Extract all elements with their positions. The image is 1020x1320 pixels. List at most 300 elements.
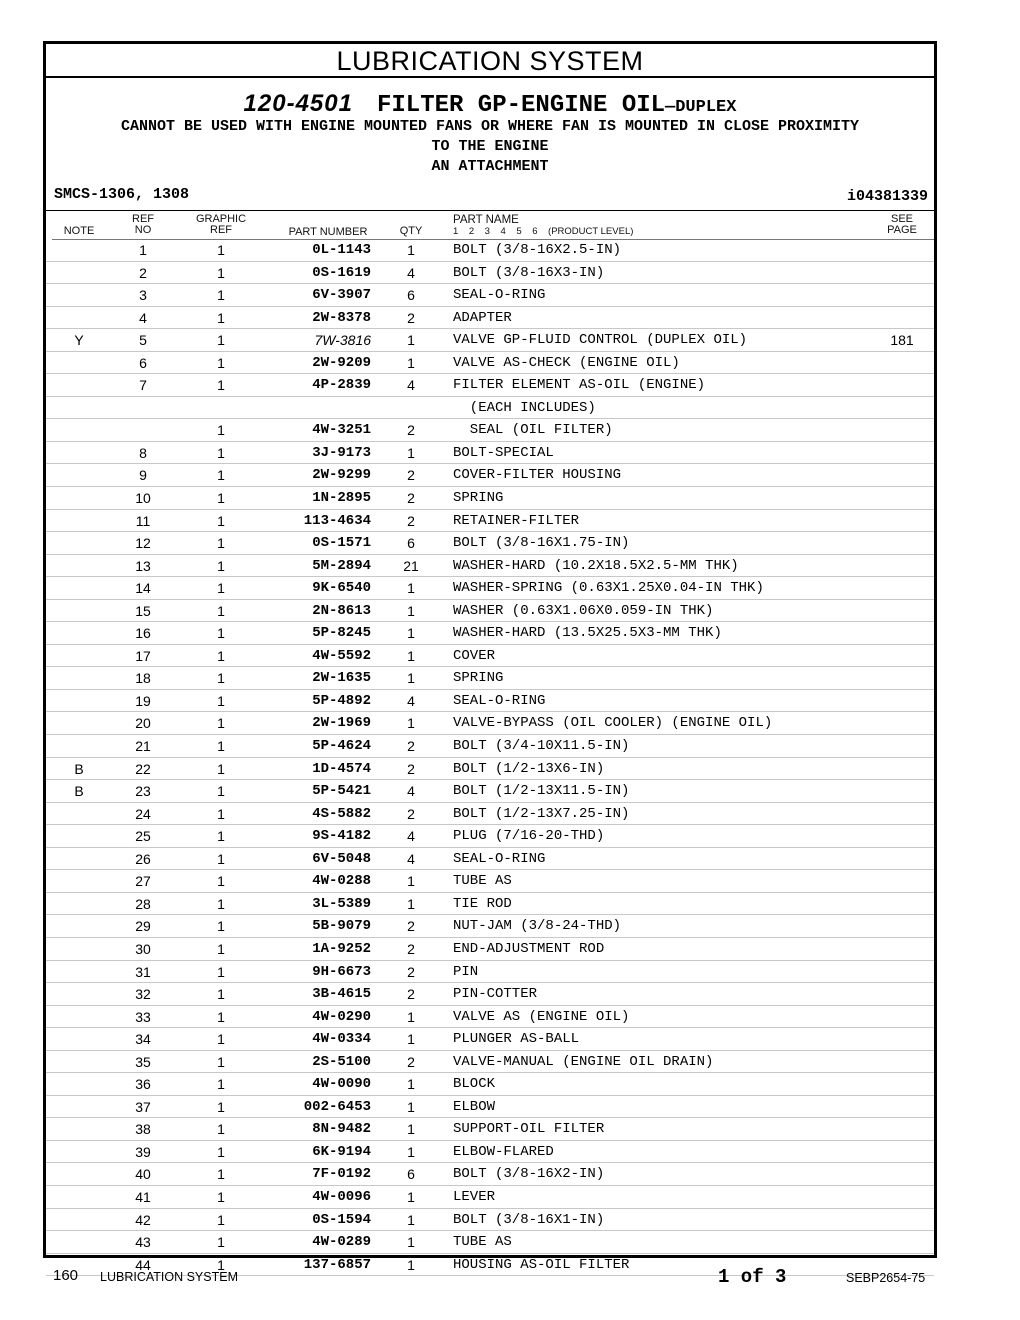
- cell-see-page: 181: [890, 332, 914, 349]
- cell-part-name: WASHER (0.63X1.06X0.059-IN THK): [453, 602, 714, 619]
- cell-part-name: VALVE AS (ENGINE OIL): [453, 1008, 630, 1025]
- cell-part-number: 3B-4615: [312, 986, 371, 1003]
- col-header-ref-no-line2: NO: [134, 224, 152, 236]
- table-row: [46, 870, 934, 893]
- cell-qty: 1: [407, 1211, 415, 1228]
- table-row: [46, 1118, 934, 1141]
- cell-ref-no: 23: [135, 783, 151, 800]
- footer-page-number: 160: [53, 1267, 79, 1284]
- cell-qty: 2: [407, 760, 415, 777]
- cell-part-number: 4W-5592: [312, 647, 371, 664]
- cell-ref-no: 4: [139, 309, 147, 326]
- cell-part-number: 0S-1594: [312, 1211, 371, 1228]
- table-row: [46, 307, 934, 330]
- cell-ref-no: 39: [135, 1143, 151, 1160]
- usage-note-line-1: CANNOT BE USED WITH ENGINE MOUNTED FANS OR WHERE FAN IS MOUNTED IN CLOSE PROXIMITY: [120, 118, 860, 135]
- cell-ref-no: 11: [135, 512, 151, 529]
- group-suffix: —DUPLEX: [665, 98, 737, 117]
- cell-part-number: 4W-0334: [312, 1031, 371, 1048]
- cell-part-number: 4W-0290: [312, 1008, 371, 1025]
- cell-qty: 21: [403, 557, 419, 574]
- cell-graphic-ref: 1: [217, 1008, 225, 1025]
- cell-graphic-ref: 1: [217, 309, 225, 326]
- table-row: [46, 915, 934, 938]
- cell-graphic-ref: 1: [217, 963, 225, 980]
- cell-part-number: 002-6453: [303, 1098, 371, 1115]
- cell-part-number: 7W-3816: [314, 332, 371, 349]
- cell-graphic-ref: 1: [217, 625, 225, 642]
- cell-qty: 2: [407, 963, 415, 980]
- table-row: [46, 645, 934, 668]
- table-row: [46, 712, 934, 735]
- cell-ref-no: 13: [135, 557, 151, 574]
- cell-ref-no: 2: [139, 264, 147, 281]
- cell-part-number: 2S-5100: [312, 1053, 371, 1070]
- cell-ref-no: 1: [139, 242, 147, 258]
- table-row: [46, 239, 934, 262]
- cell-part-number: 4W-0289: [312, 1234, 371, 1251]
- cell-part-number: 5P-5421: [312, 783, 371, 800]
- table-row: [46, 1096, 934, 1119]
- cell-ref-no: 35: [135, 1053, 151, 1070]
- cell-graphic-ref: 1: [217, 647, 225, 664]
- cell-qty: 1: [407, 873, 415, 890]
- cell-ref-no: 42: [135, 1211, 151, 1228]
- cell-part-name: TUBE AS: [453, 873, 512, 890]
- system-title: LUBRICATION SYSTEM: [46, 44, 934, 78]
- cell-part-number: 2W-1969: [312, 715, 371, 732]
- cell-ref-no: 38: [135, 1121, 151, 1138]
- table-row: [46, 262, 934, 285]
- cell-graphic-ref: 1: [217, 1143, 225, 1160]
- table-row: [46, 1006, 934, 1029]
- cell-graphic-ref: 1: [217, 535, 225, 552]
- cell-qty: 6: [407, 287, 415, 304]
- col-header-part-name: PART NAME: [453, 214, 519, 226]
- cell-part-number: 4P-2839: [312, 377, 371, 394]
- cell-qty: 2: [407, 309, 415, 326]
- cell-ref-no: 24: [135, 805, 151, 822]
- cell-part-number: 0S-1571: [312, 535, 371, 552]
- cell-part-name: HOUSING AS-OIL FILTER: [453, 1256, 630, 1273]
- cell-note: B: [74, 760, 84, 777]
- cell-part-name: ELBOW-FLARED: [453, 1143, 554, 1160]
- cell-graphic-ref: 1: [217, 1211, 225, 1228]
- cell-qty: 1: [407, 354, 415, 371]
- cell-part-name: COVER-FILTER HOUSING: [453, 467, 622, 484]
- col-header-see-page: [872, 214, 932, 236]
- table-row: [46, 1141, 934, 1164]
- cell-qty: 1: [407, 1098, 415, 1115]
- table-row: [46, 487, 934, 510]
- cell-graphic-ref: 1: [217, 490, 225, 507]
- cell-part-name: TIE ROD: [453, 895, 512, 912]
- cell-ref-no: 34: [135, 1031, 151, 1048]
- table-row: [46, 780, 934, 803]
- cell-qty: 6: [407, 1166, 415, 1183]
- cell-graphic-ref: 1: [217, 805, 225, 822]
- group-name: FILTER GP-ENGINE OIL: [376, 92, 666, 119]
- cell-ref-no: 40: [135, 1166, 151, 1183]
- cell-part-name: LEVER: [453, 1188, 496, 1205]
- cell-ref-no: 8: [139, 444, 147, 461]
- cell-part-name: SEAL (OIL FILTER): [453, 422, 613, 439]
- cell-part-name: BOLT (3/4-10X11.5-IN): [453, 738, 630, 755]
- cell-graphic-ref: 1: [217, 287, 225, 304]
- cell-part-name: SEAL-O-RING: [453, 850, 546, 867]
- cell-graphic-ref: 1: [217, 986, 225, 1003]
- cell-part-name: (EACH INCLUDES): [453, 399, 596, 416]
- cell-part-name: BOLT (3/8-16X1-IN): [453, 1211, 605, 1228]
- cell-part-name: TUBE AS: [453, 1234, 512, 1251]
- cell-qty: 1: [407, 1076, 415, 1093]
- table-row: [46, 893, 934, 916]
- cell-graphic-ref: 1: [217, 467, 225, 484]
- table-row: [46, 532, 934, 555]
- cell-graphic-ref: 1: [217, 1098, 225, 1115]
- table-row: [46, 961, 934, 984]
- cell-part-number: 1A-9252: [312, 940, 371, 957]
- cell-part-name: BLOCK: [453, 1076, 496, 1093]
- table-row: [46, 284, 934, 307]
- cell-graphic-ref: 1: [217, 1121, 225, 1138]
- cell-ref-no: 7: [139, 377, 147, 394]
- cell-graphic-ref: 1: [217, 1053, 225, 1070]
- cell-graphic-ref: 1: [217, 1076, 225, 1093]
- table-row: [46, 938, 934, 961]
- cell-part-name: VALVE GP-FLUID CONTROL (DUPLEX OIL): [453, 332, 748, 349]
- cell-graphic-ref: 1: [217, 1234, 225, 1251]
- cell-qty: 4: [407, 783, 415, 800]
- illustration-id: i04381339: [846, 188, 928, 205]
- cell-part-number: 6V-5048: [312, 850, 371, 867]
- cell-part-name: SPRING: [453, 670, 504, 687]
- cell-qty: 4: [407, 828, 415, 845]
- cell-ref-no: 9: [139, 467, 147, 484]
- table-row: [46, 735, 934, 758]
- cell-graphic-ref: 1: [217, 670, 225, 687]
- cell-graphic-ref: 1: [217, 918, 225, 935]
- cell-qty: 2: [407, 986, 415, 1003]
- usage-note-line-2: TO THE ENGINE: [431, 138, 549, 155]
- cell-graphic-ref: 1: [217, 1031, 225, 1048]
- footer-section: LUBRICATION SYSTEM: [100, 1270, 238, 1284]
- cell-qty: 2: [407, 422, 415, 439]
- cell-part-number: 5M-2894: [312, 557, 371, 574]
- cell-qty: 1: [407, 1188, 415, 1205]
- group-number: 120-4501: [243, 90, 353, 117]
- cell-qty: 2: [407, 918, 415, 935]
- cell-qty: 4: [407, 377, 415, 394]
- cell-part-number: 4S-5882: [312, 805, 371, 822]
- cell-graphic-ref: 1: [217, 873, 225, 890]
- cell-part-name: VALVE AS-CHECK (ENGINE OIL): [453, 354, 680, 371]
- cell-ref-no: 16: [135, 625, 151, 642]
- cell-graphic-ref: 1: [217, 422, 225, 439]
- col-header-graphic-ref-line2: REF: [210, 224, 232, 236]
- cell-qty: 4: [407, 850, 415, 867]
- col-header-see-page-line2: PAGE: [887, 224, 917, 236]
- table-row: [46, 510, 934, 533]
- cell-part-name: VALVE-BYPASS (OIL COOLER) (ENGINE OIL): [453, 715, 773, 732]
- cell-part-name: RETAINER-FILTER: [453, 512, 580, 529]
- col-header-qty: QTY: [399, 225, 423, 237]
- footer-document-number: SEBP2654-75: [846, 1271, 926, 1285]
- cell-part-number: 4W-0090: [312, 1076, 371, 1093]
- cell-note: B: [74, 783, 84, 800]
- cell-ref-no: 5: [139, 332, 147, 349]
- cell-graphic-ref: 1: [217, 828, 225, 845]
- cell-part-name: PLUG (7/16-20-THD): [453, 828, 605, 845]
- cell-qty: 1: [407, 602, 415, 619]
- col-header-ref-no: [128, 214, 158, 236]
- col-header-graphic-ref: [186, 214, 256, 236]
- cell-part-number: 4W-3251: [312, 422, 371, 439]
- cell-qty: 6: [407, 535, 415, 552]
- cell-graphic-ref: 1: [217, 354, 225, 371]
- cell-graphic-ref: 1: [217, 1256, 225, 1273]
- cell-part-name: ELBOW: [453, 1098, 496, 1115]
- cell-qty: 4: [407, 264, 415, 281]
- cell-ref-no: 41: [135, 1188, 151, 1205]
- cell-part-number: 5P-8245: [312, 625, 371, 642]
- cell-qty: 1: [407, 895, 415, 912]
- table-row: [46, 600, 934, 623]
- cell-part-name: BOLT (3/8-16X2.5-IN): [453, 242, 622, 258]
- cell-ref-no: 10: [135, 490, 151, 507]
- parts-table: [46, 239, 934, 1276]
- cell-part-number: 7F-0192: [312, 1166, 371, 1183]
- cell-part-number: 9H-6673: [312, 963, 371, 980]
- cell-part-number: 8N-9482: [312, 1121, 371, 1138]
- cell-ref-no: 36: [135, 1076, 151, 1093]
- smcs-code: SMCS-1306, 1308: [54, 186, 190, 203]
- cell-qty: 2: [407, 940, 415, 957]
- usage-note-line-3: AN ATTACHMENT: [431, 158, 549, 175]
- cell-ref-no: 19: [135, 692, 151, 709]
- cell-part-name: BOLT (1/2-13X7.25-IN): [453, 805, 630, 822]
- cell-part-name: NUT-JAM (3/8-24-THD): [453, 918, 622, 935]
- table-row: [46, 983, 934, 1006]
- cell-part-name: SEAL-O-RING: [453, 287, 546, 304]
- cell-qty: 2: [407, 512, 415, 529]
- table-row: [46, 825, 934, 848]
- table-row: [46, 848, 934, 871]
- cell-graphic-ref: 1: [217, 444, 225, 461]
- cell-part-number: 4W-0288: [312, 873, 371, 890]
- cell-ref-no: 3: [139, 287, 147, 304]
- cell-graphic-ref: 1: [217, 1188, 225, 1205]
- cell-ref-no: 18: [135, 670, 151, 687]
- cell-part-number: 9K-6540: [312, 580, 371, 597]
- cell-qty: 1: [407, 670, 415, 687]
- table-row: [46, 442, 934, 465]
- cell-qty: 1: [407, 715, 415, 732]
- cell-graphic-ref: 1: [217, 242, 225, 258]
- cell-part-name: PIN-COTTER: [453, 986, 538, 1003]
- col-header-ref-no-line1: REF: [132, 213, 154, 225]
- cell-part-name: COVER: [453, 647, 496, 664]
- table-row: [46, 374, 934, 397]
- table-row: [46, 419, 934, 442]
- cell-part-number: 5B-9079: [312, 918, 371, 935]
- cell-graphic-ref: 1: [217, 738, 225, 755]
- table-row: [46, 1028, 934, 1051]
- cell-part-name: BOLT (1/2-13X11.5-IN): [453, 783, 630, 800]
- cell-ref-no: 32: [135, 986, 151, 1003]
- cell-qty: 2: [407, 490, 415, 507]
- cell-ref-no: 29: [135, 918, 151, 935]
- table-row: [46, 803, 934, 826]
- cell-graphic-ref: 1: [217, 783, 225, 800]
- cell-note: Y: [74, 332, 84, 349]
- cell-part-name: ADAPTER: [453, 309, 512, 326]
- cell-part-number: 0S-1619: [312, 264, 371, 281]
- cell-part-name: PLUNGER AS-BALL: [453, 1031, 580, 1048]
- cell-ref-no: 25: [135, 828, 151, 845]
- cell-qty: 1: [407, 1031, 415, 1048]
- cell-part-number: 1N-2895: [312, 490, 371, 507]
- cell-part-name: VALVE-MANUAL (ENGINE OIL DRAIN): [453, 1053, 714, 1070]
- cell-part-name: BOLT (1/2-13X6-IN): [453, 760, 605, 777]
- cell-qty: 1: [407, 1234, 415, 1251]
- cell-qty: 2: [407, 738, 415, 755]
- cell-part-name: WASHER-HARD (13.5X25.5X3-MM THK): [453, 625, 722, 642]
- cell-part-number: 0L-1143: [312, 242, 371, 258]
- cell-ref-no: 17: [135, 647, 151, 664]
- cell-part-name: SUPPORT-OIL FILTER: [453, 1121, 605, 1138]
- cell-graphic-ref: 1: [217, 692, 225, 709]
- cell-part-number: 3L-5389: [312, 895, 371, 912]
- cell-qty: 2: [407, 805, 415, 822]
- cell-qty: 1: [407, 1256, 415, 1273]
- cell-part-name: WASHER-SPRING (0.63X1.25X0.04-IN THK): [453, 580, 764, 597]
- cell-part-number: 6K-9194: [312, 1143, 371, 1160]
- cell-qty: 1: [407, 444, 415, 461]
- cell-qty: 4: [407, 692, 415, 709]
- cell-graphic-ref: 1: [217, 264, 225, 281]
- table-row: [46, 622, 934, 645]
- cell-graphic-ref: 1: [217, 850, 225, 867]
- cell-graphic-ref: 1: [217, 1166, 225, 1183]
- cell-ref-no: 43: [135, 1234, 151, 1251]
- cell-graphic-ref: 1: [217, 715, 225, 732]
- col-header-product-levels: 1 2 3 4 5 6 (PRODUCT LEVEL): [453, 226, 634, 237]
- cell-part-number: 9S-4182: [312, 828, 371, 845]
- cell-part-number: 137-6857: [303, 1256, 371, 1273]
- cell-ref-no: 26: [135, 850, 151, 867]
- cell-part-name: BOLT-SPECIAL: [453, 444, 554, 461]
- cell-part-number: 5P-4892: [312, 692, 371, 709]
- cell-ref-no: 14: [135, 580, 151, 597]
- table-row: [46, 397, 934, 420]
- cell-qty: 1: [407, 332, 415, 349]
- cell-part-number: 2W-8378: [312, 309, 371, 326]
- cell-part-number: 2N-8613: [312, 602, 371, 619]
- cell-ref-no: 27: [135, 873, 151, 890]
- cell-ref-no: 37: [135, 1098, 151, 1115]
- cell-part-name: SPRING: [453, 490, 504, 507]
- cell-part-name: END-ADJUSTMENT ROD: [453, 940, 605, 957]
- table-row: [46, 1073, 934, 1096]
- cell-part-number: 1D-4574: [312, 760, 371, 777]
- table-row: [46, 1209, 934, 1232]
- cell-ref-no: 6: [139, 354, 147, 371]
- table-row: [46, 1163, 934, 1186]
- cell-ref-no: 21: [135, 738, 151, 755]
- col-header-graphic-ref-line1: GRAPHIC: [195, 213, 247, 225]
- cell-qty: 1: [407, 242, 415, 258]
- cell-part-number: 3J-9173: [312, 444, 371, 461]
- cell-graphic-ref: 1: [217, 760, 225, 777]
- table-row: [46, 352, 934, 375]
- cell-ref-no: 31: [135, 963, 151, 980]
- cell-graphic-ref: 1: [217, 602, 225, 619]
- table-row: [46, 758, 934, 781]
- cell-part-name: BOLT (3/8-16X1.75-IN): [453, 535, 630, 552]
- cell-part-name: BOLT (3/8-16X3-IN): [453, 264, 605, 281]
- cell-qty: 2: [407, 467, 415, 484]
- table-row: [46, 690, 934, 713]
- cell-part-name: WASHER-HARD (10.2X18.5X2.5-MM THK): [453, 557, 739, 574]
- cell-qty: 1: [407, 625, 415, 642]
- cell-part-name: PIN: [453, 963, 479, 980]
- cell-qty: 1: [407, 580, 415, 597]
- cell-qty: 1: [407, 1121, 415, 1138]
- cell-graphic-ref: 1: [217, 940, 225, 957]
- table-row: [46, 1231, 934, 1254]
- cell-graphic-ref: 1: [217, 512, 225, 529]
- cell-part-name: BOLT (3/8-16X2-IN): [453, 1166, 605, 1183]
- col-header-see-page-line1: SEE: [890, 213, 913, 225]
- table-row: [46, 555, 934, 578]
- cell-graphic-ref: 1: [217, 895, 225, 912]
- cell-qty: 1: [407, 647, 415, 664]
- table-row: [46, 577, 934, 600]
- cell-part-number: 5P-4624: [312, 738, 371, 755]
- cell-part-name: SEAL-O-RING: [453, 692, 546, 709]
- cell-part-number: 2W-1635: [312, 670, 371, 687]
- cell-graphic-ref: 1: [217, 332, 225, 349]
- cell-qty: 1: [407, 1008, 415, 1025]
- cell-part-number: 2W-9209: [312, 354, 371, 371]
- table-row: [46, 329, 934, 352]
- cell-part-number: 2W-9299: [312, 467, 371, 484]
- col-header-part-number: PART NUMBER: [288, 226, 368, 238]
- cell-ref-no: 22: [135, 760, 151, 777]
- footer-sheet-count: 1 of 3: [718, 1266, 787, 1288]
- cell-part-number: 113-4634: [303, 512, 371, 529]
- cell-ref-no: 44: [135, 1256, 151, 1273]
- cell-qty: 2: [407, 1053, 415, 1070]
- cell-part-number: 6V-3907: [312, 287, 371, 304]
- cell-graphic-ref: 1: [217, 580, 225, 597]
- cell-qty: 1: [407, 1143, 415, 1160]
- cell-ref-no: 30: [135, 940, 151, 957]
- cell-ref-no: 20: [135, 715, 151, 732]
- col-header-note: NOTE: [63, 225, 95, 237]
- cell-part-number: 4W-0096: [312, 1188, 371, 1205]
- parts-sheet: [43, 41, 937, 1273]
- cell-graphic-ref: 1: [217, 557, 225, 574]
- cell-ref-no: 12: [135, 535, 151, 552]
- cell-ref-no: 15: [135, 602, 151, 619]
- table-row: [46, 667, 934, 690]
- header-divider: [46, 210, 934, 211]
- cell-ref-no: 28: [135, 895, 151, 912]
- cell-ref-no: 33: [135, 1008, 151, 1025]
- table-row: [46, 464, 934, 487]
